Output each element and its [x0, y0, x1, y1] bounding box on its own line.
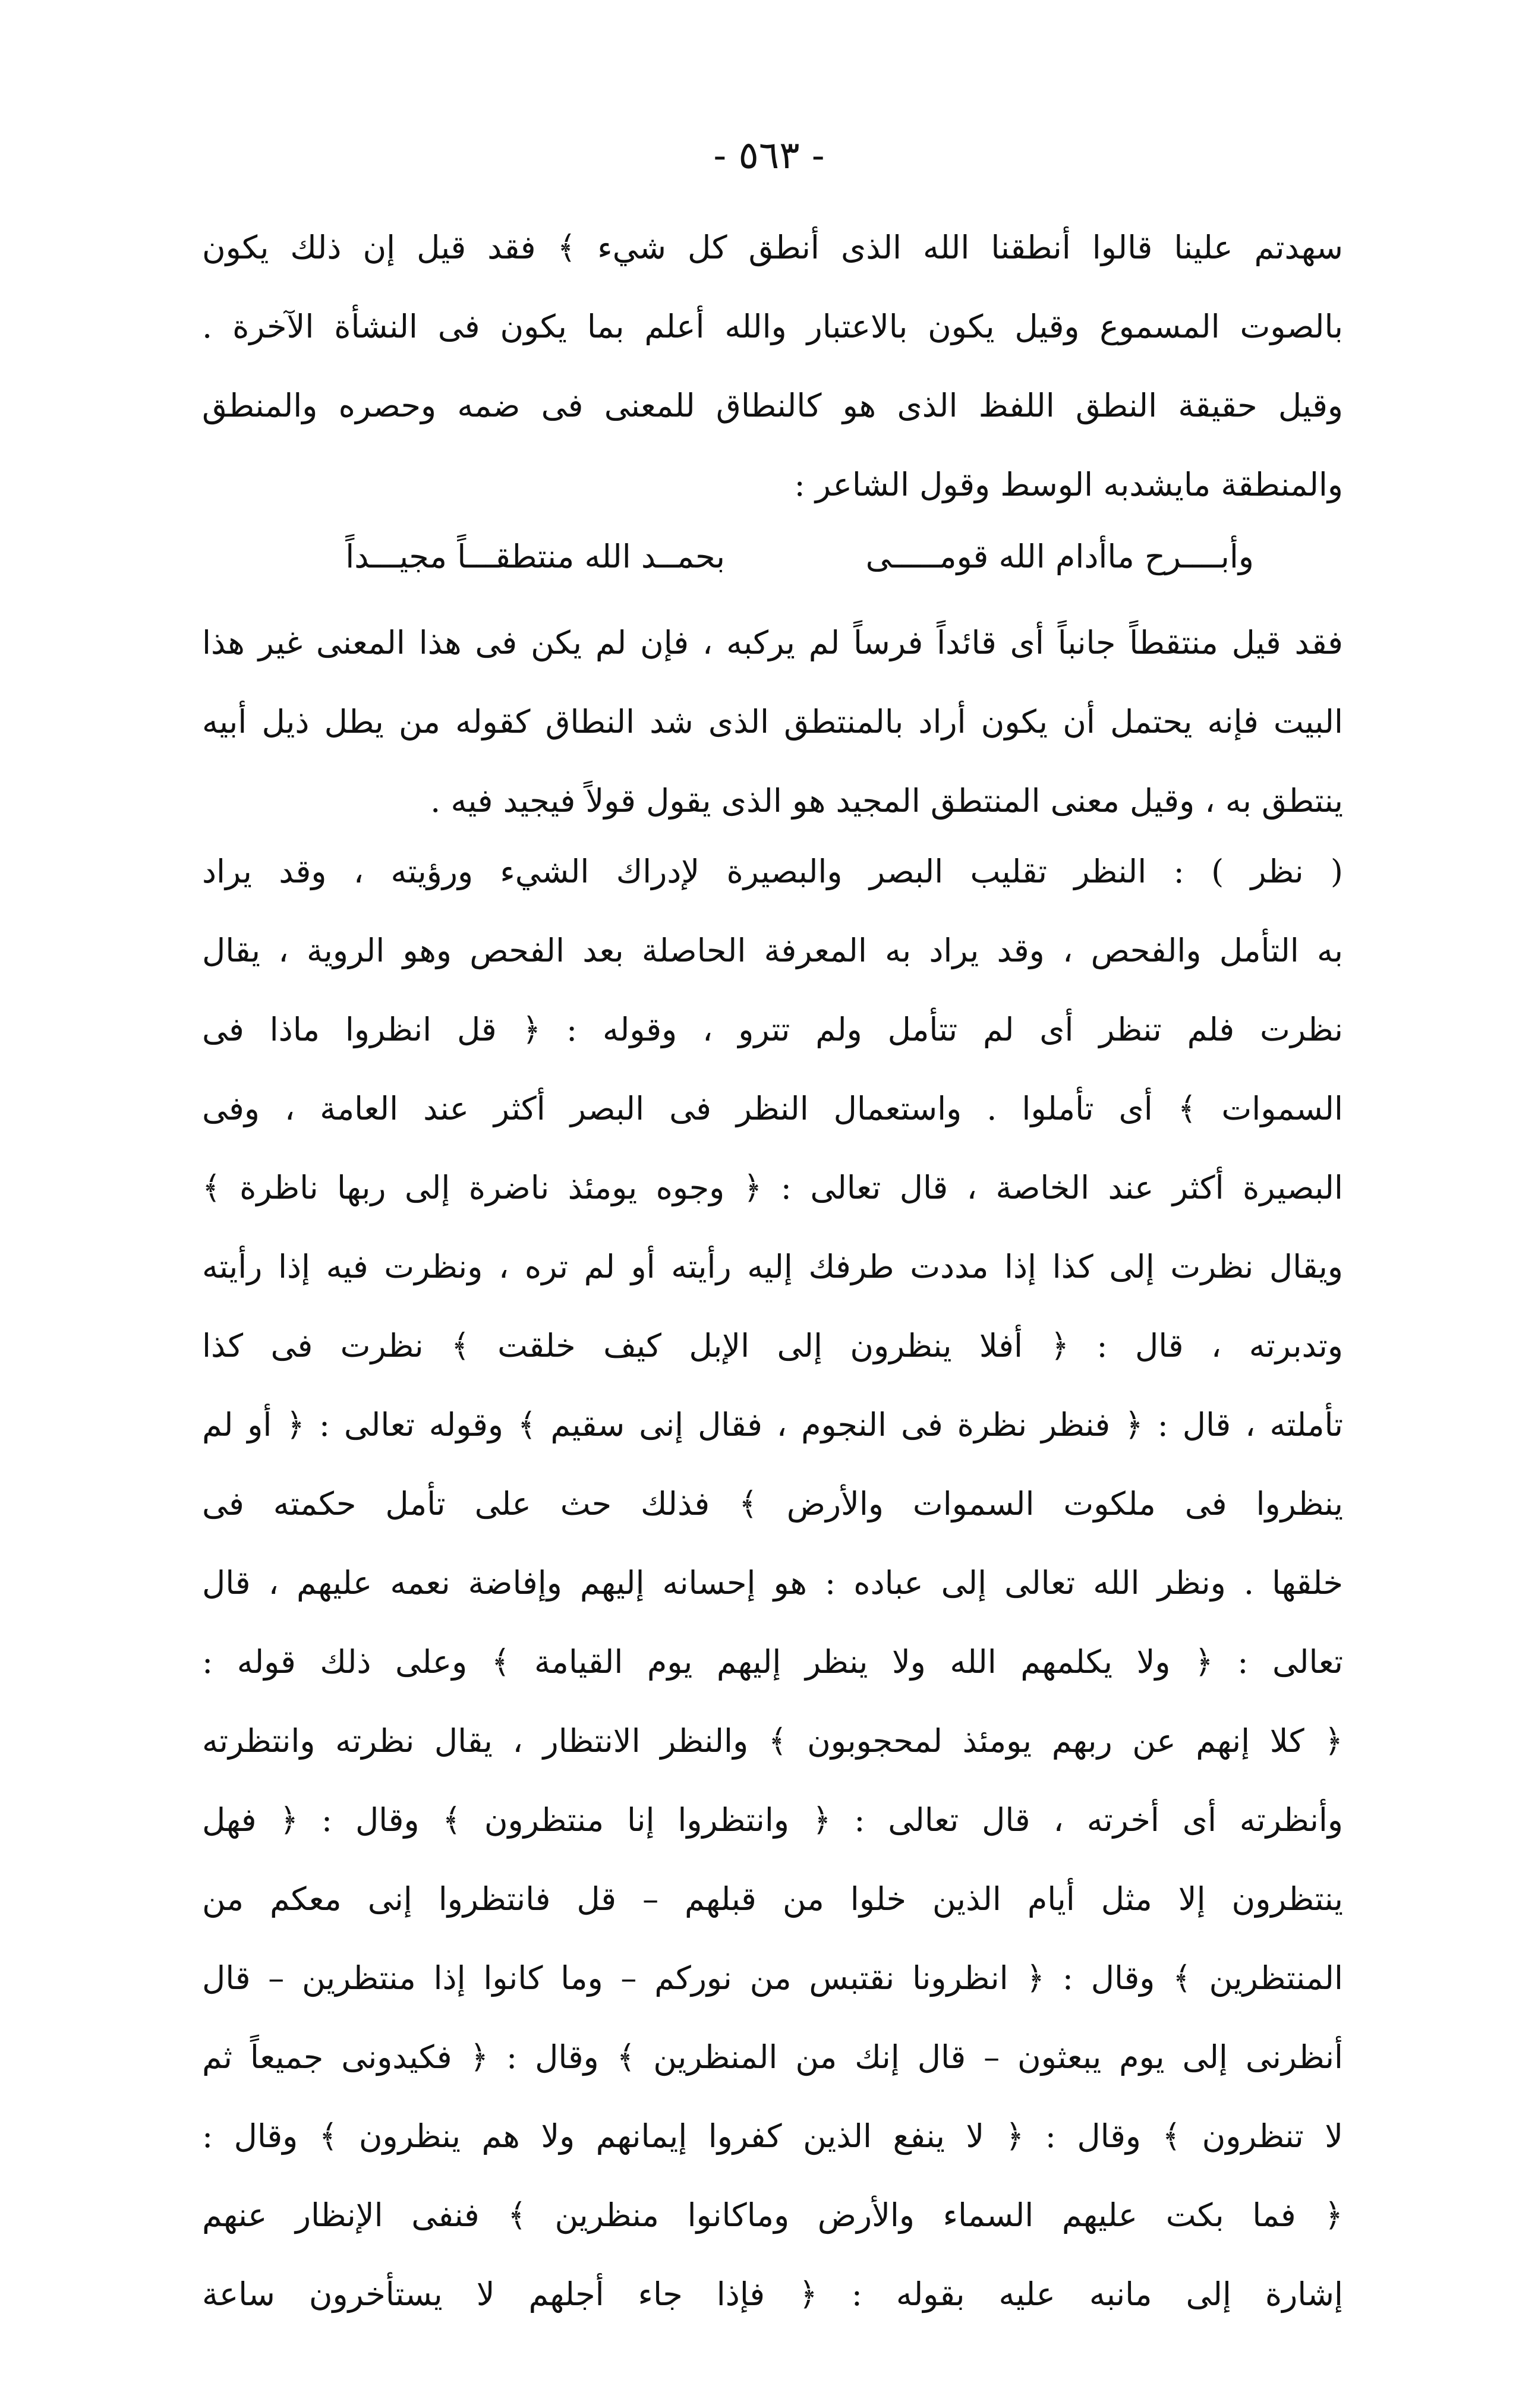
text-line: إشارة إلى مانبه عليه بقوله : ﴿ فإذا جاء أجلهم لا يستأخرون ساعة: [202, 2275, 1343, 2313]
text-line: فقد قيل منتقطاً جانباً أى قائداً فرساً لم يركبه ، فإن لم يكن فى هذا المعنى غير هذا: [202, 624, 1343, 661]
text-line: المنتظرين ﴾ وقال : ﴿ انظرونا نقتبس من نوركم – وما كانوا إذا منتظرين – قال: [202, 1959, 1343, 1997]
text-line: سهدتم علينا قالوا أنطقنا الله الذى أنطق كل شيء ﴾ فقد قيل إن ذلك يكون: [202, 229, 1343, 266]
text-line: البصيرة أكثر عند الخاصة ، قال تعالى : ﴿ وجوه يومئذ ناضرة إلى ربها ناظرة ﴾: [202, 1169, 1343, 1206]
page-number: - ٥٦٣ -: [713, 134, 825, 178]
text-line: ينتظرون إلا مثل أيام الذين خلوا من قبلهم – قل فانتظروا إنى معكم من: [202, 1880, 1343, 1918]
text-line: خلقها . ونظر الله تعالى إلى عباده : هو إحسانه إليهم وإفاضة نعمه عليهم ، قال: [202, 1564, 1343, 1602]
verse-first-hemistich: وأبــــرح ماأدام الله قومـــــى: [865, 538, 1254, 575]
text-line: لا تنظرون ﴾ وقال : ﴿ لا ينفع الذين كفروا إيمانهم ولا هم ينظرون ﴾ وقال :: [202, 2117, 1343, 2155]
text-line: ﴿ فما بكت عليهم السماء والأرض وماكانوا منظرين ﴾ فنفى الإنظار عنهم: [202, 2196, 1343, 2234]
text-line: بالصوت المسموع وقيل يكون بالاعتبار والله أعلم بما يكون فى النشأة الآخرة .: [202, 308, 1343, 345]
text-line: وتدبرته ، قال : ﴿ أفلا ينظرون إلى الإبل كيف خلقت ﴾ نظرت فى كذا: [202, 1327, 1343, 1364]
text-line: نظرت فلم تنظر أى لم تتأمل ولم تترو ، وقوله : ﴿ قل انظروا ماذا فى: [202, 1011, 1343, 1048]
text-line: ينتطق به ، وقيل معنى المنتطق المجيد هو الذى يقول قولاً فيجيد فيه .: [430, 782, 1343, 820]
paragraph-nazar-entry: [202, 832, 1343, 2334]
text-line: والمنطقة مايشدبه الوسط وقول الشاعر :: [794, 466, 1343, 503]
text-line: ينظروا فى ملكوت السموات والأرض ﴾ فذلك حث على تأمل حكمته فى: [202, 1485, 1343, 1523]
text-line: ويقال نظرت إلى كذا إذا مددت طرفك إليه رأيته أو لم تره ، ونظرت فيه إذا رأيته: [202, 1248, 1343, 1285]
text-line: به التأمل والفحص ، وقد يراد به المعرفة الحاصلة بعد الفحص وهو الروية ، يقال: [202, 932, 1343, 969]
text-line: ( نظر ) : النظر تقليب البصر والبصيرة لإدراك الشيء ورؤيته ، وقد يراد: [202, 853, 1343, 890]
verse-second-hemistich: بحمــد الله منتطقـــاً مجيـــداً: [345, 538, 725, 575]
poetry-verse: [202, 517, 1343, 596]
paragraph-intro: [202, 208, 1343, 524]
text-line: أنظرنى إلى يوم يبعثون – قال إنك من المنظرين ﴾ وقال : ﴿ فكيدونى جميعاً ثم: [202, 2038, 1343, 2076]
text-line: البيت فإنه يحتمل أن يكون أراد بالمنتطق الذى شد النطاق كقوله من يطل ذيل أبيه: [202, 703, 1343, 740]
text-line: السموات ﴾ أى تأملوا . واستعمال النظر فى البصر أكثر عند العامة ، وفى: [202, 1090, 1343, 1127]
paragraph-verse-commentary: [202, 603, 1343, 840]
text-line: تأملته ، قال : ﴿ فنظر نظرة فى النجوم ، فقال إنى سقيم ﴾ وقوله تعالى : ﴿ أو لم: [202, 1406, 1343, 1443]
text-line: وقيل حقيقة النطق اللفظ الذى هو كالنطاق للمعنى فى ضمه وحصره والمنطق: [202, 387, 1343, 424]
text-line: وأنظرته أى أخرته ، قال تعالى : ﴿ وانتظروا إنا منتظرون ﴾ وقال : ﴿ فهل: [202, 1801, 1343, 1839]
text-line: ﴿ كلا إنهم عن ربهم يومئذ لمحجوبون ﴾ والنظر الانتظار ، يقال نظرته وانتظرته: [202, 1722, 1343, 1760]
text-line: تعالى : ﴿ ولا يكلمهم الله ولا ينظر إليهم يوم القيامة ﴾ وعلى ذلك قوله :: [202, 1643, 1343, 1681]
